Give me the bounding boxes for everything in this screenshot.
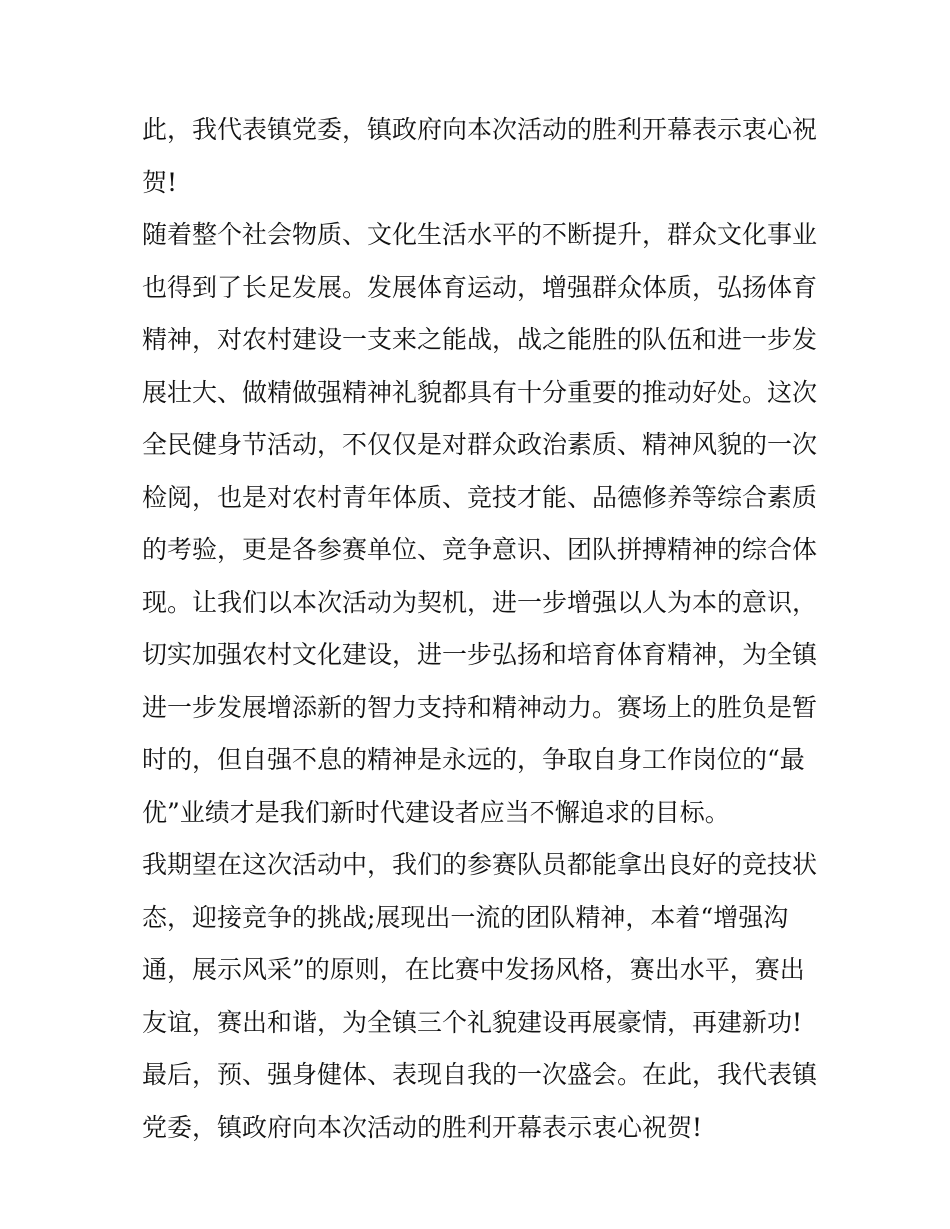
document-body [142,104,822,1154]
text-line: 态，迎接竞争的挑战;展现出一流的团队精神，本着“增强沟 [142,902,789,932]
text-line: 优”业绩才是我们新时代建设者应当不懈追求的目标。 [142,797,730,827]
text-line: 此，我代表镇党委，镇政府向本次活动的胜利开幕表示衷心祝 [142,115,818,144]
text-line: 最后，预、强身健体、表现自我的一次盛会。在此，我代表镇 [142,1060,818,1089]
text-line: 展壮大、做精做强精神礼貌都具有十分重要的推动好处。这次 [142,377,818,407]
text-line: 友谊，赛出和谐，为全镇三个礼貌建设再展豪情，再建新功! [142,1007,803,1037]
text-line: 全民健身节活动，不仅仅是对群众政治素质、精神风貌的一次 [142,430,818,459]
text-line: 切实加强农村文化建设，进一步弘扬和培育体育精神，为全镇 [142,640,818,669]
text-line: 贺! [142,167,178,197]
text-line: 时的，但自强不息的精神是永远的，争取自身工作岗位的“最 [142,745,805,774]
text-line: 精神，对农村建设一支来之能战，战之能胜的队伍和进一步发 [142,325,818,354]
text-line: 通，展示风采”的原则，在比赛中发扬风格，赛出水平，赛出 [142,955,805,984]
text-line: 的考验，更是各参赛单位、竞争意识、团队拼搏精神的综合体 [142,535,818,564]
text-line: 现。让我们以本次活动为契机，进一步增强以人为本的意识， [142,587,818,617]
text-line: 检阅，也是对农村青年体质、竞技才能、品德修养等综合素质 [142,482,818,512]
text-line: 党委，镇政府向本次活动的胜利开幕表示衷心祝贺! [142,1112,703,1142]
text-line: 我期望在这次活动中，我们的参赛队员都能拿出良好的竞技状 [142,850,818,879]
text-line: 进一步发展增添新的智力支持和精神动力。赛场上的胜负是暂 [142,692,818,722]
text-line: 随着整个社会物质、文化生活水平的不断提升，群众文化事业 [142,220,818,249]
text-line: 也得到了长足发展。发展体育运动，增强群众体质，弘扬体育 [142,272,818,302]
